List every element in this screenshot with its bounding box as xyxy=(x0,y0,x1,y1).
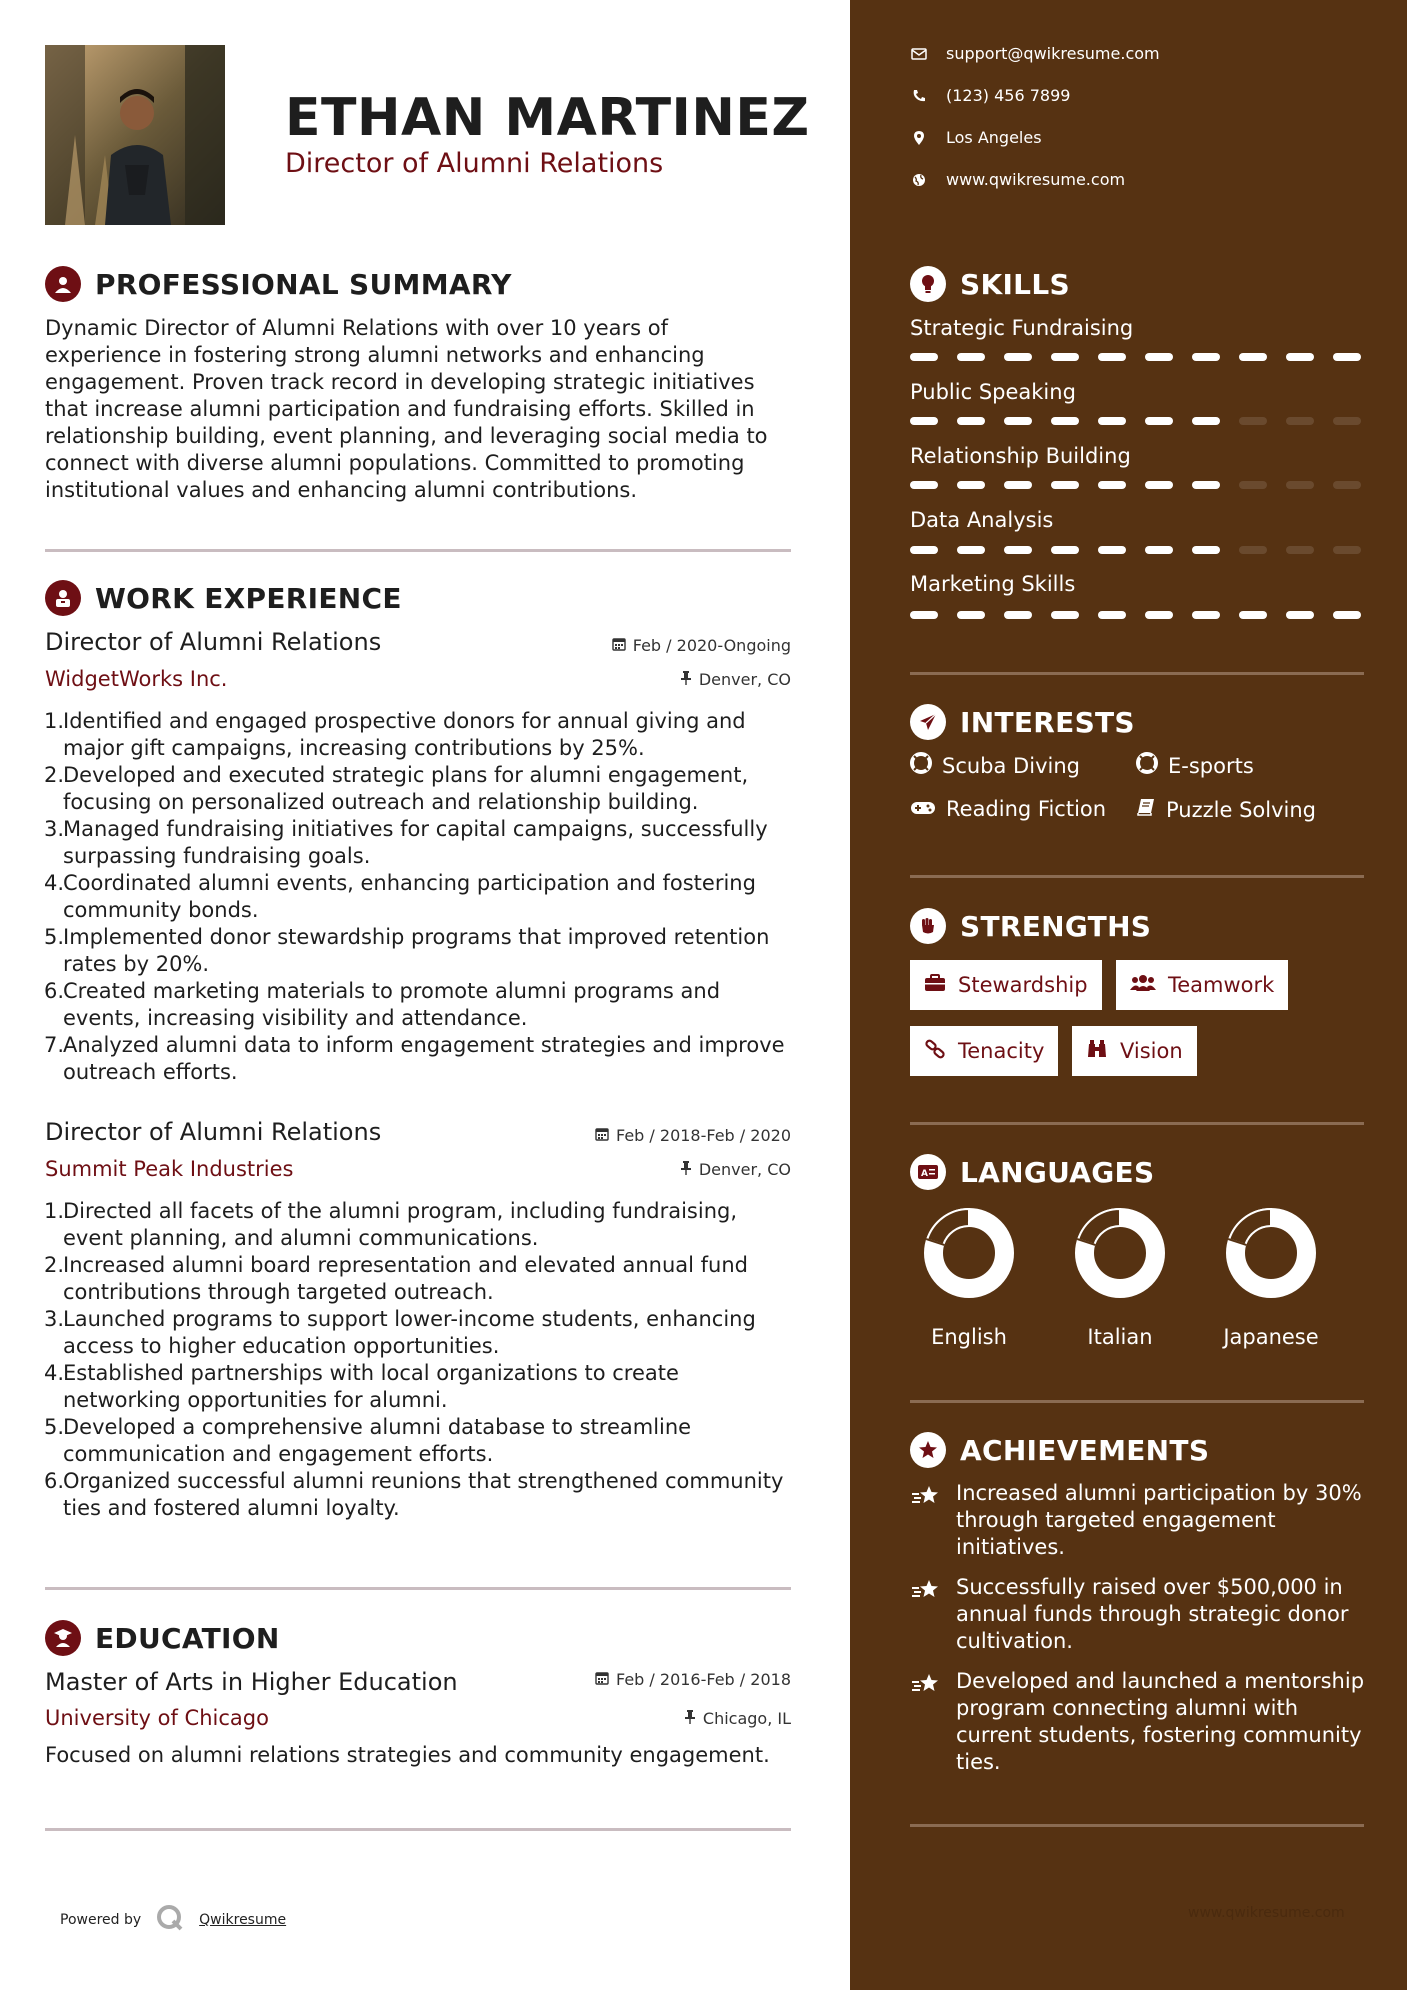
skill-dash xyxy=(1145,611,1173,619)
section-divider xyxy=(910,1824,1364,1827)
shooting-star-icon xyxy=(910,1480,942,1561)
qwikresume-link[interactable]: Qwikresume xyxy=(199,1912,287,1928)
skill-name: Public Speaking xyxy=(910,380,1076,404)
skill-dash xyxy=(1192,546,1220,554)
list-item: Directed all facets of the alumni program, including fundraising, event planning, and alumni communications. xyxy=(63,1199,738,1250)
skill-level-bar xyxy=(910,353,1361,361)
list-item: Managed fundraising initiatives for capital campaigns, successfully surpassing fundraising goals. xyxy=(63,817,768,868)
education-description: Focused on alumni relations strategies and community engagement. xyxy=(45,1743,770,1767)
skill-dash xyxy=(1145,417,1173,425)
strength-badge: Stewardship xyxy=(910,960,1102,1010)
section-divider xyxy=(45,1828,791,1831)
list-item: Established partnerships with local organizations to create networking opportunities for alumni. xyxy=(63,1361,679,1412)
section-divider xyxy=(910,1400,1364,1403)
interest-item: Puzzle Solving xyxy=(1136,797,1316,822)
user-icon xyxy=(45,266,81,302)
skill-level-bar xyxy=(910,481,1361,489)
skill-dash xyxy=(1098,417,1126,425)
job-company: WidgetWorks Inc. xyxy=(45,667,228,691)
qwikresume-logo-icon xyxy=(155,1903,185,1937)
list-item: Coordinated alumni events, enhancing participation and fostering community bonds. xyxy=(63,871,756,922)
skill-dash xyxy=(1098,481,1126,489)
link-icon xyxy=(924,1039,946,1064)
strength-badge: Vision xyxy=(1072,1026,1197,1076)
skill-level-bar xyxy=(910,417,1361,425)
skill-dash xyxy=(910,546,938,554)
phone-icon xyxy=(910,89,928,103)
skill-name: Data Analysis xyxy=(910,508,1054,532)
pin-icon xyxy=(684,1709,696,1728)
achievements-heading xyxy=(910,1432,1209,1468)
section-divider xyxy=(910,1122,1364,1125)
skill-dash xyxy=(1239,353,1267,361)
skill-dash xyxy=(1239,481,1267,489)
skill-level-bar xyxy=(910,611,1361,619)
interests-title: INTERESTS xyxy=(960,705,1135,739)
language-item: English xyxy=(894,1207,1044,1349)
language-proficiency-ring xyxy=(1225,1207,1317,1299)
contact-website: www.qwikresume.com xyxy=(910,170,1125,189)
candidate-role: Director of Alumni Relations xyxy=(285,148,664,179)
strengths-title: STRENGTHS xyxy=(960,909,1152,943)
calendar-icon xyxy=(612,636,626,655)
job-location: Denver, CO xyxy=(680,670,791,689)
skill-dash xyxy=(1333,546,1361,554)
skill-dash xyxy=(910,611,938,619)
language-icon xyxy=(910,1154,946,1190)
education-heading xyxy=(45,1620,280,1656)
job-title: Director of Alumni Relations xyxy=(45,1118,382,1146)
education-location: Chicago, IL xyxy=(684,1709,791,1728)
ring-remaining xyxy=(1078,1209,1120,1245)
contact-location: Los Angeles xyxy=(910,128,1042,147)
degree-title: Master of Arts in Higher Education xyxy=(45,1668,458,1696)
skill-dash xyxy=(1098,611,1126,619)
skill-dash xyxy=(1286,546,1314,554)
list-item: Increased alumni board representation and elevated annual fund contributions through targeted outreach. xyxy=(63,1253,749,1304)
school-name: University of Chicago xyxy=(45,1706,269,1730)
experience-heading xyxy=(45,580,402,616)
skill-dash xyxy=(1051,546,1079,554)
summary-title: PROFESSIONAL SUMMARY xyxy=(95,267,512,301)
job-responsibilities xyxy=(45,708,800,1086)
languages-heading xyxy=(910,1154,1154,1190)
users-icon xyxy=(1130,973,1156,997)
ring-remaining xyxy=(1229,1209,1271,1245)
svg-text:A: A xyxy=(921,1169,928,1179)
skill-dash xyxy=(1004,417,1032,425)
skill-dash xyxy=(1333,417,1361,425)
language-proficiency-ring xyxy=(923,1207,1015,1299)
skill-dash xyxy=(1333,353,1361,361)
skill-dash xyxy=(957,611,985,619)
shooting-star-icon xyxy=(910,1668,942,1776)
achievement-item: Developed and launched a mentorship program connecting alumni with current students, fostering community ties. xyxy=(910,1668,1370,1776)
skill-dash xyxy=(1239,546,1267,554)
summary-text: Dynamic Director of Alumni Relations with over 10 years of experience in fostering strong alumni networks and enhancing engagement. Proven track record in developing strategic initiatives that increase alumni participation and fundraising efforts. Skilled in relationship building, event planning, and leveraging social media to connect with diverse alumni populations. Committed to promoting institutional values and enhancing alumni contributions. xyxy=(45,316,768,502)
paper-plane-icon xyxy=(910,704,946,740)
watermark: www.qwikresume.com xyxy=(1188,1905,1345,1921)
summary-heading xyxy=(45,266,512,302)
graduation-cap-icon xyxy=(45,1620,81,1656)
powered-by: Powered by Qwikresume xyxy=(60,1903,286,1937)
list-item: Launched programs to support lower-income students, enhancing access to higher education opportunities. xyxy=(63,1307,756,1358)
skill-dash xyxy=(910,481,938,489)
interest-item: Scuba Diving xyxy=(910,752,1080,779)
fist-icon xyxy=(910,908,946,944)
skill-dash xyxy=(1004,611,1032,619)
achievements-title: ACHIEVEMENTS xyxy=(960,1433,1210,1467)
envelope-icon xyxy=(910,48,928,60)
education-date: Feb / 2016-Feb / 2018 xyxy=(595,1670,791,1689)
section-divider xyxy=(910,875,1364,878)
skill-dash xyxy=(1051,417,1079,425)
life-ring-icon xyxy=(910,752,932,779)
list-item: Implemented donor stewardship programs that improved retention rates by 20%. xyxy=(63,925,770,976)
achievement-item: Increased alumni participation by 30% through targeted engagement initiatives. xyxy=(910,1480,1370,1561)
skill-dash xyxy=(910,353,938,361)
skill-dash xyxy=(957,546,985,554)
skill-dash xyxy=(1145,546,1173,554)
section-divider xyxy=(910,672,1364,675)
skill-name: Strategic Fundraising xyxy=(910,316,1134,340)
achievement-item: Successfully raised over $500,000 in annual funds through strategic donor cultivation. xyxy=(910,1574,1370,1655)
contact-phone: (123) 456 7899 xyxy=(910,86,1070,105)
skill-dash xyxy=(957,417,985,425)
strengths-heading xyxy=(910,908,1151,944)
interest-item: E-sports xyxy=(1136,752,1254,779)
job-location: Denver, CO xyxy=(680,1160,791,1179)
star-badge-icon xyxy=(910,1432,946,1468)
language-item: Italian xyxy=(1045,1207,1195,1349)
skill-dash xyxy=(957,353,985,361)
skill-dash xyxy=(1098,353,1126,361)
list-item: Created marketing materials to promote alumni programs and events, increasing visibility and attendance. xyxy=(63,979,721,1030)
calendar-icon xyxy=(595,1670,609,1689)
interests-heading xyxy=(910,704,1135,740)
skill-dash xyxy=(1051,481,1079,489)
section-divider xyxy=(45,1587,791,1590)
job-date: Feb / 2020-Ongoing xyxy=(612,636,791,655)
list-item: Organized successful alumni reunions that strengthened community ties and fostered alumni loyalty. xyxy=(63,1469,784,1520)
skill-dash xyxy=(1286,417,1314,425)
skill-level-bar xyxy=(910,546,1361,554)
binoculars-icon xyxy=(1086,1039,1108,1064)
calendar-icon xyxy=(595,1126,609,1145)
strength-badge: Teamwork xyxy=(1116,960,1288,1010)
skill-name: Relationship Building xyxy=(910,444,1131,468)
skill-dash xyxy=(1239,611,1267,619)
book-icon xyxy=(1136,797,1156,822)
skill-dash xyxy=(1192,353,1220,361)
list-item: Identified and engaged prospective donors for annual giving and major gift campaigns, increasing contributions by 25%. xyxy=(63,709,746,760)
life-ring-icon xyxy=(1136,752,1158,779)
list-item: Developed a comprehensive alumni database to streamline communication and engagement efforts. xyxy=(63,1415,692,1466)
language-item: Japanese xyxy=(1196,1207,1346,1349)
skill-dash xyxy=(1051,611,1079,619)
globe-icon xyxy=(910,173,928,187)
sidebar xyxy=(850,0,1407,1990)
list-item: Analyzed alumni data to inform engagement strategies and improve outreach efforts. xyxy=(63,1033,785,1084)
languages-title: LANGUAGES xyxy=(960,1155,1155,1189)
skill-dash xyxy=(1333,611,1361,619)
skill-dash xyxy=(1145,481,1173,489)
gamepad-icon xyxy=(910,797,936,821)
contact-email: support@qwikresume.com xyxy=(910,44,1160,63)
skill-dash xyxy=(1098,546,1126,554)
skill-dash xyxy=(1192,481,1220,489)
list-item: Developed and executed strategic plans for alumni engagement, focusing on personalized outreach and relationship building. xyxy=(63,763,749,814)
job-title: Director of Alumni Relations xyxy=(45,628,382,656)
job-responsibilities xyxy=(45,1198,800,1522)
skill-dash xyxy=(1239,417,1267,425)
job-company: Summit Peak Industries xyxy=(45,1157,294,1181)
language-proficiency-ring xyxy=(1074,1207,1166,1299)
lightbulb-icon xyxy=(910,266,946,302)
briefcase-user-icon xyxy=(45,580,81,616)
skills-title: SKILLS xyxy=(960,267,1070,301)
profile-photo xyxy=(45,45,225,225)
section-divider xyxy=(45,549,791,552)
skill-dash xyxy=(1192,417,1220,425)
skill-dash xyxy=(957,481,985,489)
education-title: EDUCATION xyxy=(95,1621,280,1655)
job-date: Feb / 2018-Feb / 2020 xyxy=(595,1126,791,1145)
skill-dash xyxy=(1286,611,1314,619)
briefcase-icon xyxy=(924,973,946,997)
skill-dash xyxy=(1333,481,1361,489)
map-marker-icon xyxy=(910,131,928,145)
skill-dash xyxy=(1004,546,1032,554)
skill-name: Marketing Skills xyxy=(910,572,1076,596)
skill-dash xyxy=(1192,611,1220,619)
interest-item: Reading Fiction xyxy=(910,797,1106,821)
skill-dash xyxy=(1004,353,1032,361)
skill-dash xyxy=(1286,481,1314,489)
skill-dash xyxy=(1051,353,1079,361)
skills-heading xyxy=(910,266,1070,302)
skill-dash xyxy=(1286,353,1314,361)
ring-remaining xyxy=(927,1209,969,1245)
pin-icon xyxy=(680,670,692,689)
skill-dash xyxy=(1145,353,1173,361)
strength-badge: Tenacity xyxy=(910,1026,1058,1076)
candidate-name: ETHAN MARTINEZ xyxy=(285,88,810,148)
experience-title: WORK EXPERIENCE xyxy=(95,581,402,615)
shooting-star-icon xyxy=(910,1574,942,1655)
pin-icon xyxy=(680,1160,692,1179)
skill-dash xyxy=(910,417,938,425)
skill-dash xyxy=(1004,481,1032,489)
